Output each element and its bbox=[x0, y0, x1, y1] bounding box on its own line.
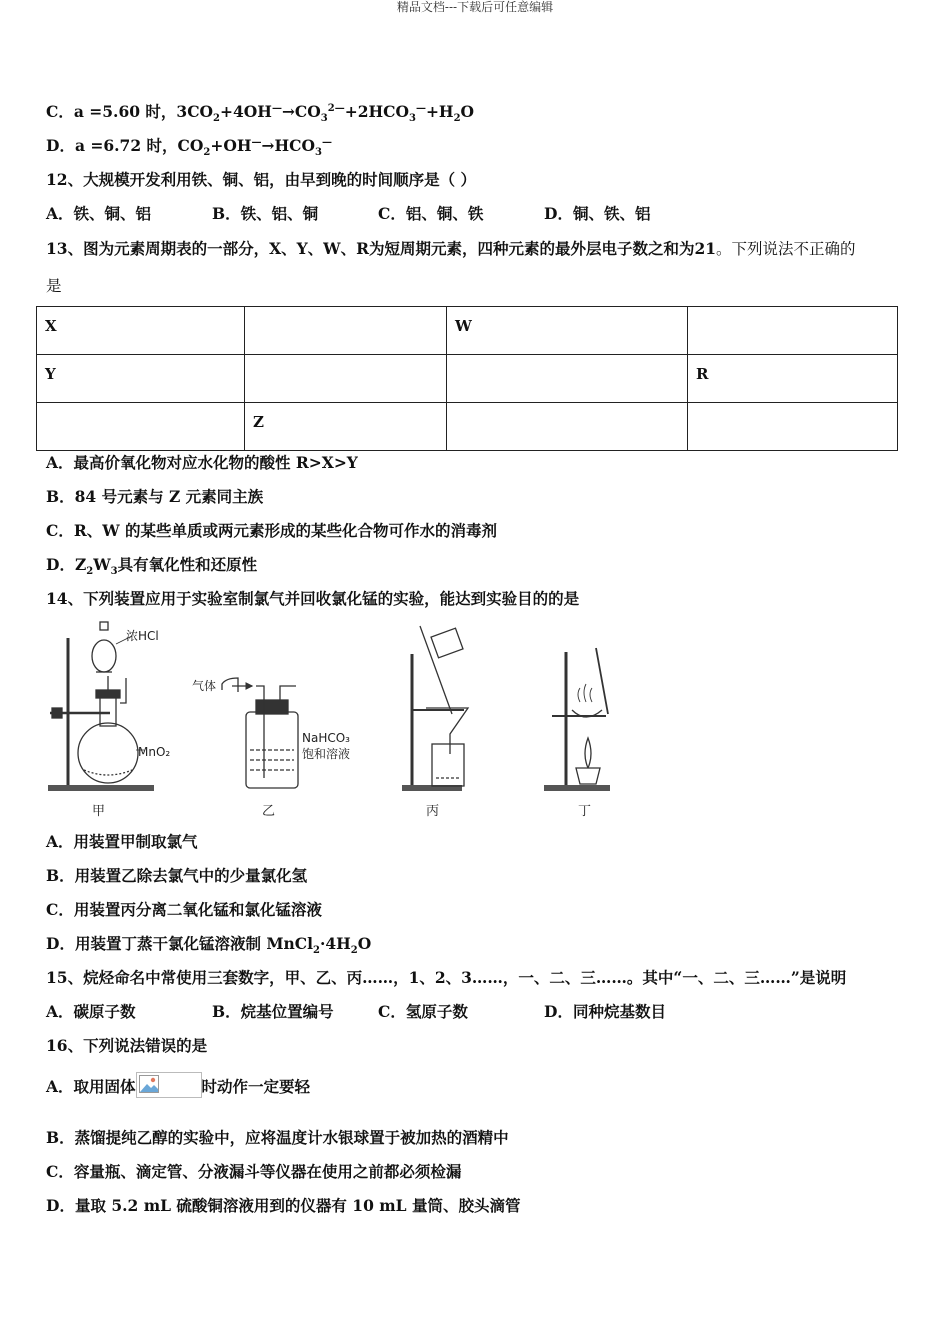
clamp-knob bbox=[52, 708, 62, 718]
q15-option-d: D．同种烷基数目 bbox=[544, 1002, 666, 1021]
q13-option-c: C．R、W 的某些单质或两元素形成的某些化合物可作水的消毒剂 bbox=[46, 521, 498, 540]
page-header: 精品文档---下载后可任意编辑 bbox=[396, 0, 554, 14]
sub: 2 bbox=[86, 566, 94, 578]
text: a =6.72 时，CO bbox=[74, 136, 204, 155]
round-flask bbox=[78, 723, 138, 783]
apparatus-yi bbox=[222, 678, 298, 788]
sub: 3 bbox=[314, 147, 322, 159]
text: O bbox=[357, 934, 372, 953]
text: A．取用固体 bbox=[46, 1077, 136, 1096]
gas-bottle-body bbox=[222, 678, 238, 692]
sub: 2 bbox=[213, 113, 221, 125]
label-hcl: 浓HCl bbox=[126, 629, 159, 643]
q12-option-a: A．铁、铜、铝 bbox=[46, 204, 152, 223]
q11-option-d bbox=[46, 136, 332, 159]
sup: — bbox=[321, 136, 332, 148]
sup: 2— bbox=[327, 102, 345, 114]
flask-neck bbox=[100, 696, 116, 726]
cell bbox=[688, 403, 898, 451]
sub: 3 bbox=[408, 113, 416, 125]
q12-stem: 12、大规模开发利用铁、铜、铝，由早到晚的时间顺序是（ ） bbox=[46, 170, 476, 189]
table-row bbox=[37, 355, 898, 403]
q16-option-c: C．容量瓶、滴定管、分液漏斗等仪器在使用之前都必须检漏 bbox=[46, 1162, 462, 1181]
glass-rod bbox=[420, 626, 452, 714]
q15-options bbox=[46, 1002, 666, 1022]
cell bbox=[447, 403, 688, 451]
mno2-solid bbox=[84, 770, 132, 775]
q13-stem-normal: 。下列说法不正确的 bbox=[716, 240, 856, 258]
text: →CO bbox=[281, 102, 321, 121]
alcohol-lamp bbox=[576, 768, 600, 784]
q12-option-c: C．铝、铜、铁 bbox=[378, 204, 484, 223]
sub: 2 bbox=[453, 113, 461, 125]
apparatus-bing bbox=[402, 626, 468, 791]
text: →HCO bbox=[261, 136, 315, 155]
text: +4OH bbox=[220, 102, 272, 121]
q15-stem: 15、烷烃命名中常使用三套数字，甲、乙、丙……，1、2、3……，一、二、三……。其中“一、二、三……”是说明 bbox=[46, 968, 847, 987]
q16-option-d: D．量取 5.2 mL 硫酸铜溶液用到的仪器有 10 mL 量筒、胶头滴管 bbox=[46, 1196, 521, 1215]
text: ·4H bbox=[319, 934, 351, 953]
q16-option-a bbox=[46, 1072, 310, 1098]
apparatus-figure bbox=[40, 618, 640, 823]
table-row bbox=[37, 403, 898, 451]
q12-option-d: D．铜、铁、铝 bbox=[544, 204, 651, 223]
bottle-stopper bbox=[256, 700, 288, 714]
stopper bbox=[96, 690, 120, 698]
stand-base bbox=[48, 785, 154, 791]
periodic-table-fragment bbox=[36, 306, 898, 451]
side-tube bbox=[120, 678, 126, 703]
apparatus-drawing bbox=[40, 618, 640, 823]
q14-option-a: A．用装置甲制取氯气 bbox=[46, 832, 198, 851]
text: +H bbox=[425, 102, 454, 121]
q13-stem-line2: 是 bbox=[46, 277, 62, 295]
caption-bing: 丙 bbox=[426, 804, 440, 819]
text: D．用装置丁蒸干氯化锰溶液制 MnCl bbox=[46, 934, 313, 953]
option-label: C． bbox=[46, 102, 74, 121]
cell bbox=[245, 307, 447, 355]
pouring-beaker bbox=[431, 628, 463, 658]
label-nahco3: NaHCO₃ bbox=[302, 731, 350, 745]
apparatus-jia bbox=[48, 622, 154, 791]
text: +2HCO bbox=[344, 102, 409, 121]
q13-stem-line1 bbox=[46, 239, 856, 259]
cell-z: Z bbox=[245, 403, 447, 451]
text: W bbox=[93, 555, 111, 574]
text: 具有氧化性和还原性 bbox=[117, 555, 258, 574]
cell bbox=[37, 403, 245, 451]
sub: 3 bbox=[320, 113, 328, 125]
funnel-stopper bbox=[100, 622, 108, 630]
q15-option-c: C．氢原子数 bbox=[378, 1002, 468, 1021]
sub: 2 bbox=[313, 945, 320, 957]
q12-option-b: B．铁、铝、铜 bbox=[212, 204, 319, 223]
label-mno2: MnO₂ bbox=[138, 745, 171, 759]
q13-option-b: B．84 号元素与 Z 元素同主族 bbox=[46, 487, 264, 506]
cell bbox=[245, 355, 447, 403]
q13-option-a: A．最高价氧化物对应水化物的酸性 R>X>Y bbox=[46, 453, 358, 472]
cell bbox=[447, 355, 688, 403]
q14-option-d bbox=[46, 934, 372, 957]
text: a =5.60 时，3CO bbox=[73, 102, 214, 121]
sub: 3 bbox=[110, 566, 118, 578]
separatory-funnel bbox=[92, 640, 116, 672]
caption-ding: 丁 bbox=[578, 804, 592, 819]
caption-yi: 乙 bbox=[262, 804, 276, 819]
sup: — bbox=[251, 136, 262, 148]
q14-option-c: C．用装置丙分离二氧化锰和氯化锰溶液 bbox=[46, 900, 322, 919]
sup: — bbox=[271, 102, 282, 114]
apparatus-ding bbox=[544, 648, 610, 791]
option-label: D． bbox=[46, 136, 75, 155]
image-placeholder-icon bbox=[139, 1075, 159, 1093]
q15-option-a: A．碳原子数 bbox=[46, 1002, 136, 1021]
outlet-tube bbox=[280, 686, 296, 700]
caption-jia: 甲 bbox=[92, 804, 106, 819]
sup: — bbox=[415, 102, 426, 114]
cell-w: W bbox=[447, 307, 688, 355]
q14-stem: 14、下列装置应用于实验室制氯气并回收氯化锰的实验，能达到实验目的的是 bbox=[46, 589, 580, 608]
q11-option-c bbox=[46, 102, 475, 125]
label-saturated: 饱和溶液 bbox=[302, 747, 351, 761]
sub: 2 bbox=[350, 945, 358, 957]
label-gas: 气体 bbox=[192, 679, 217, 693]
steam bbox=[578, 684, 592, 702]
table-row bbox=[37, 307, 898, 355]
text: 时动作一定要轻 bbox=[201, 1077, 311, 1096]
q14-option-b: B．用装置乙除去氯气中的少量氯化氢 bbox=[46, 866, 308, 885]
cell-y: Y bbox=[37, 355, 245, 403]
sub: 2 bbox=[203, 147, 211, 159]
beaker bbox=[432, 744, 464, 786]
q15-option-b: B．烷基位置编号 bbox=[212, 1002, 334, 1021]
text: +OH bbox=[210, 136, 252, 155]
text: O bbox=[460, 102, 475, 121]
q13-option-d bbox=[46, 555, 258, 578]
cell bbox=[688, 307, 898, 355]
q16-option-b: B．蒸馏提纯乙醇的实验中，应将温度计水银球置于被加热的酒精中 bbox=[46, 1128, 509, 1147]
broken-image-icon bbox=[136, 1072, 202, 1098]
cell-r: R bbox=[688, 355, 898, 403]
q16-stem: 16、下列说法错误的是 bbox=[46, 1036, 208, 1055]
q12-options bbox=[46, 204, 650, 224]
q13-stem-bold: 13、图为元素周期表的一部分，X、Y、W、R为短周期元素，四种元素的最外层电子数之和为21 bbox=[46, 239, 717, 258]
cell-x: X bbox=[37, 307, 245, 355]
stirring-rod bbox=[596, 648, 608, 714]
stand-base bbox=[544, 785, 610, 791]
text: D．Z bbox=[46, 555, 87, 574]
flame bbox=[585, 738, 591, 768]
